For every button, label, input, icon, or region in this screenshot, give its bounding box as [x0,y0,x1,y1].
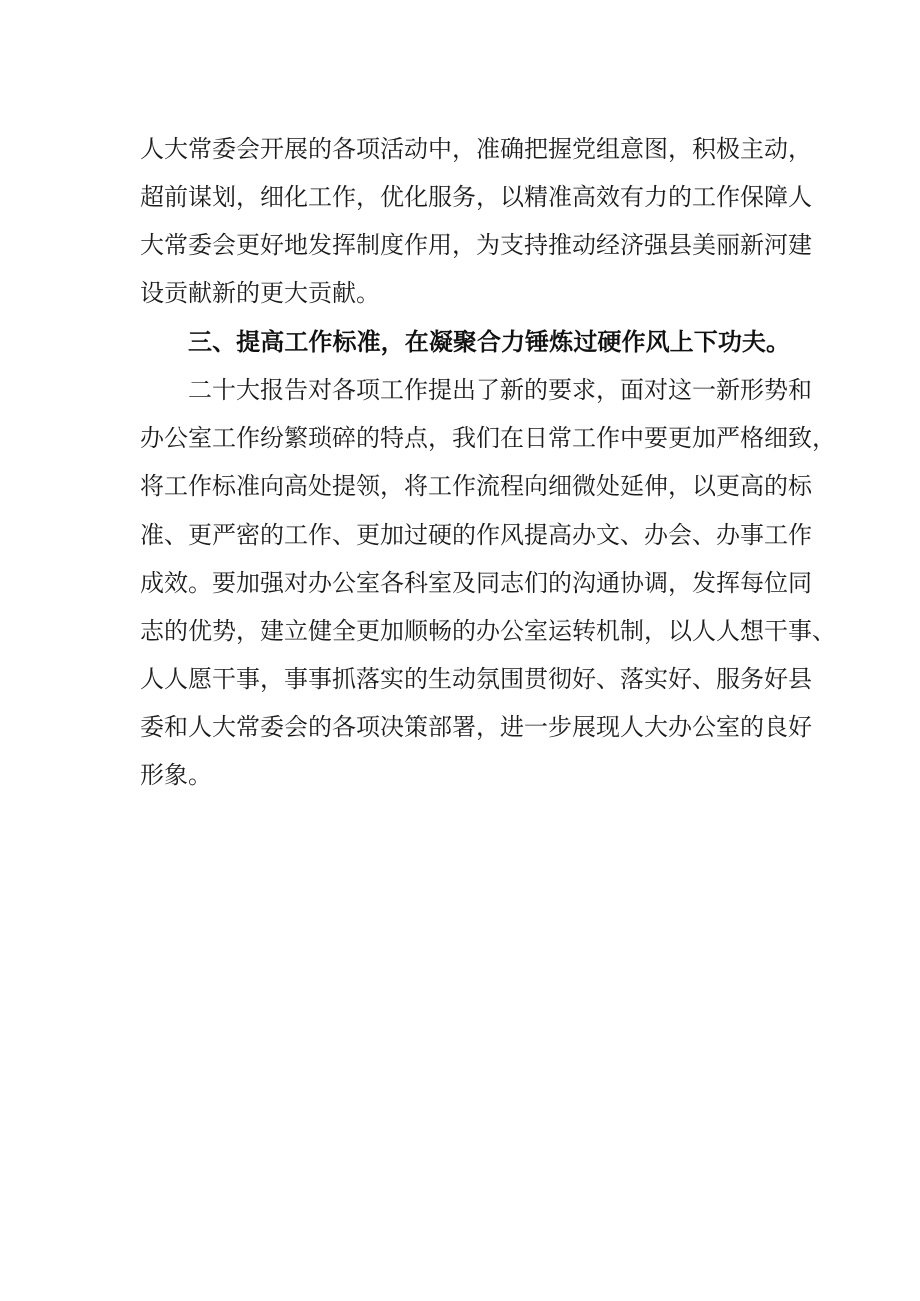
paragraph-1-line-4: 设贡献新的更大贡献。 [140,279,380,307]
section-3-line-1: 二十大报告对各项工作提出了新的要求，面对这一新形势和 [188,376,812,404]
section-3-heading: 三、提高工作标准，在凝聚合力锤炼过硬作风上下功夫。 [188,328,790,356]
section-3-line-3: 将工作标准向高处提领，将工作流程向细微处延伸，以更高的标 [140,472,812,500]
section-3-line-7: 人人愿干事，事事抓落实的生动氛围贯彻好、落实好、服务好县 [140,665,812,693]
paragraph-1-line-2: 超前谋划，细化工作，优化服务，以精准高效有力的工作保障人 [140,183,812,211]
section-3-line-6: 志的优势，建立健全更加顺畅的办公室运转机制，以人人想干事、 [140,617,836,645]
section-3-line-8: 委和人大常委会的各项决策部署，进一步展现人大办公室的良好 [140,713,812,741]
section-3-line-2: 办公室工作纷繁琐碎的特点，我们在日常工作中要更加严格细致， [140,424,836,452]
section-3-line-9: 形象。 [140,761,212,789]
section-3-line-5: 成效。要加强对办公室各科室及同志们的沟通协调，发挥每位同 [140,569,812,597]
section-3-line-4: 准、更严密的工作、更加过硬的作风提高办文、办会、办事工作 [140,521,812,549]
paragraph-1-line-3: 大常委会更好地发挥制度作用，为支持推动经济强县美丽新河建 [140,231,812,259]
paragraph-1-line-1: 人大常委会开展的各项活动中，准确把握党组意图，积极主动， [140,135,812,163]
